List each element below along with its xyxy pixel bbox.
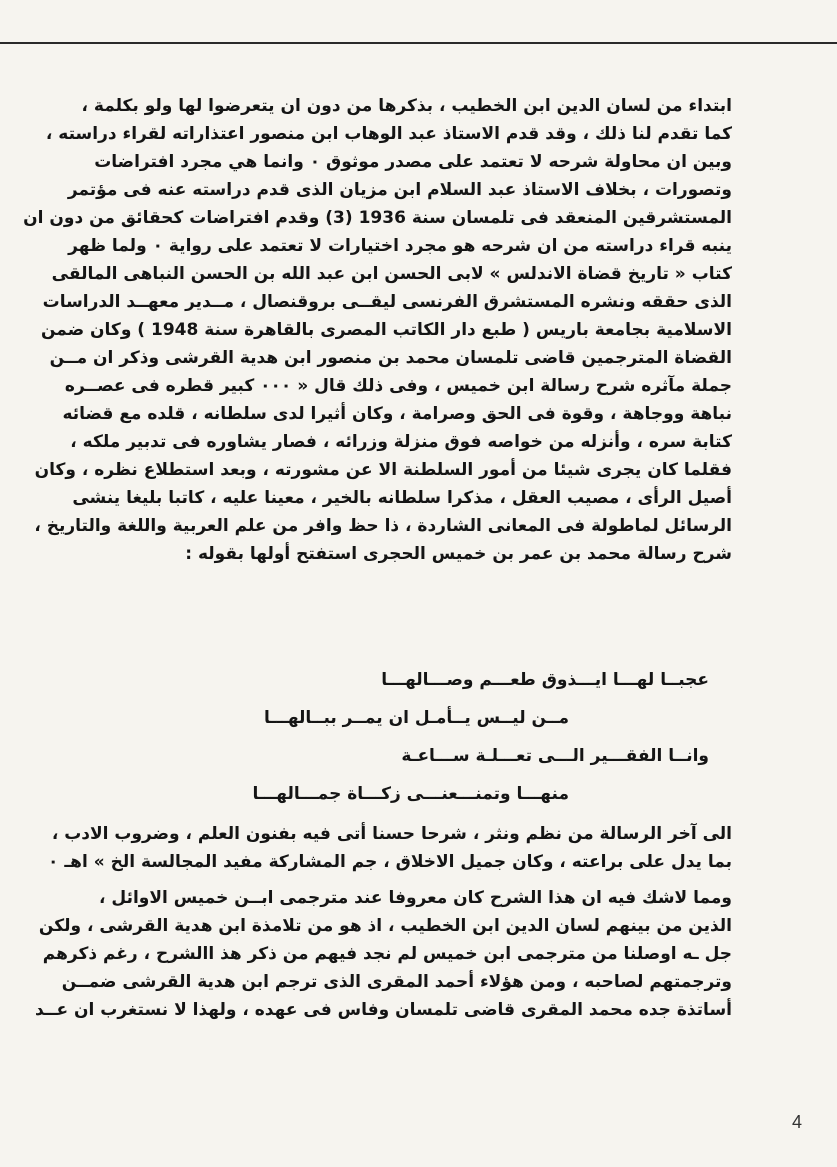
- text-line: نباهة ووجاهة ، وقوة فى الحق وصرامة ، وكان أثيرا لدى سلطانه ، قلده مع قضائه: [62, 404, 732, 424]
- text-line: القضاة المترجمين قاضى تلمسان محمد بن منصور ابن هدية القرشى وذكر ان مــن: [49, 348, 732, 368]
- text-line: وترجمتهم لصاحبه ، ومن هؤلاء أحمد المقرى الذى ترجم ابن هدية القرشى ضمــن: [61, 972, 732, 992]
- text-line: الاسلامية بجامعة باريس ( طبع دار الكاتب المصرى بالقاهرة سنة 1948 ) وكان ضمن: [41, 320, 732, 340]
- text-line: كتابة سره ، وأنزله من خواصه فوق منزلة وزرائه ، فصار يشاوره فى تدبير ملكه ،: [70, 432, 732, 452]
- top-rule: [0, 42, 837, 44]
- poem-verse: منهـــا وتمنـــعنـــى زكـــاة جمـــالهـــا: [252, 784, 569, 804]
- text-line: الذى حققه ونشره المستشرق الفرنسى ليقــى بروقنصال ، مــدير معهــد الدراسات: [42, 292, 732, 312]
- text-line: شرح رسالة محمد بن عمر بن خميس الحجرى استفتح أولها بقوله :: [185, 544, 732, 564]
- paragraph-1: [23, 92, 732, 568]
- text-line: وتصورات ، بخلاف الاستاذ عبد السلام ابن مزيان الذى قدم دراسته عنه فى مؤتمر: [67, 180, 732, 200]
- text-line: ينبه قراء دراسته من ان شرحه هو مجرد اختيارات لا تعتمد على رواية ٠ ولما ظهر: [68, 236, 732, 256]
- poem-verse: مــن ليــس يــأمـل ان يمــر ببــالهـــا: [264, 708, 569, 728]
- main-text: [23, 92, 732, 568]
- text-line: فقلما كان يجرى شيئا من أمور السلطنة الا عن مشورته ، وبعد استطلاع نظره ، وكان: [34, 460, 732, 480]
- text-line: بما يدل على براعته ، وكان جميل الاخلاق ، جم المشاركة مفيد المجالسة الخ » اهـ ٠: [48, 852, 732, 872]
- text-line: جل ـه اوصلنا من مترجمى ابن خميس لم نجد فيهم من ذكر هذ االشرح ، رغم ذكرهم: [42, 944, 732, 964]
- paragraph-3: [35, 884, 732, 1024]
- paragraph-2: [48, 820, 732, 876]
- page-number: 4: [792, 1112, 803, 1132]
- closing-text: [35, 820, 732, 1024]
- text-line: كتاب « تاريخ قضاة الاندلس » لابى الحسن ابن عبد الله بن الحسن النباهى المالقى: [51, 264, 732, 284]
- poem-verse: عجبــا لهـــا ايـــذوق طعـــم وصـــالهـــا: [381, 670, 709, 690]
- text-line: ومما لاشك فيه ان هذا الشرح كان معروفا عند مترجمى ابــن خميس الاوائل ،: [99, 888, 732, 908]
- text-line: وبين ان محاولة شرحه لا تعتمد على مصدر موثوق ٠ وانما هي مجرد افتراضات: [94, 152, 732, 172]
- poem-verse: وانــا الفقـــير الـــى تعـــلـة ســـاعـة: [401, 746, 709, 766]
- text-line: كما تقدم لنا ذلك ، وقد قدم الاستاذ عبد الوهاب ابن منصور اعتذاراته لقراء دراسته ،: [45, 124, 732, 144]
- text-line: الى آخر الرسالة من نظم ونثر ، شرحا حسنا أتى فيه بفنون العلم ، وضروب الادب ،: [51, 824, 732, 844]
- text-line: الذين من بينهم لسان الدين ابن الخطيب ، اذ هو من تلامذة ابن هدية القرشى ، ولكن: [38, 916, 732, 936]
- text-line: الرسائل لماطولة فى المعانى الشاردة ، ذا حظ وافر من علم العربية واللغة والتاريخ ،: [34, 516, 732, 536]
- text-line: ابتداء من لسان الدين ابن الخطيب ، بذكرها من دون ان يتعرضوا لها ولو بكلمة ،: [81, 96, 732, 116]
- text-line: أساتذة جده محمد المقرى قاضى تلمسان وفاس فى عهده ، ولهذا لا نستغرب ان عــد: [35, 1000, 732, 1020]
- text-line: أصيل الرأى ، مصيب العقل ، مذكرا سلطانه بالخير ، معينا عليه ، كاتبا بليغا ينشى: [72, 488, 732, 508]
- text-line: جملة مآثره شرح رسالة ابن خميس ، وفى ذلك قال « ٠٠٠ كبير قطره فى عصــره: [64, 376, 732, 396]
- text-line: المستشرقين المنعقد فى تلمسان سنة 1936 (3) وقدم افتراضات كحقائق من دون ان: [23, 208, 732, 228]
